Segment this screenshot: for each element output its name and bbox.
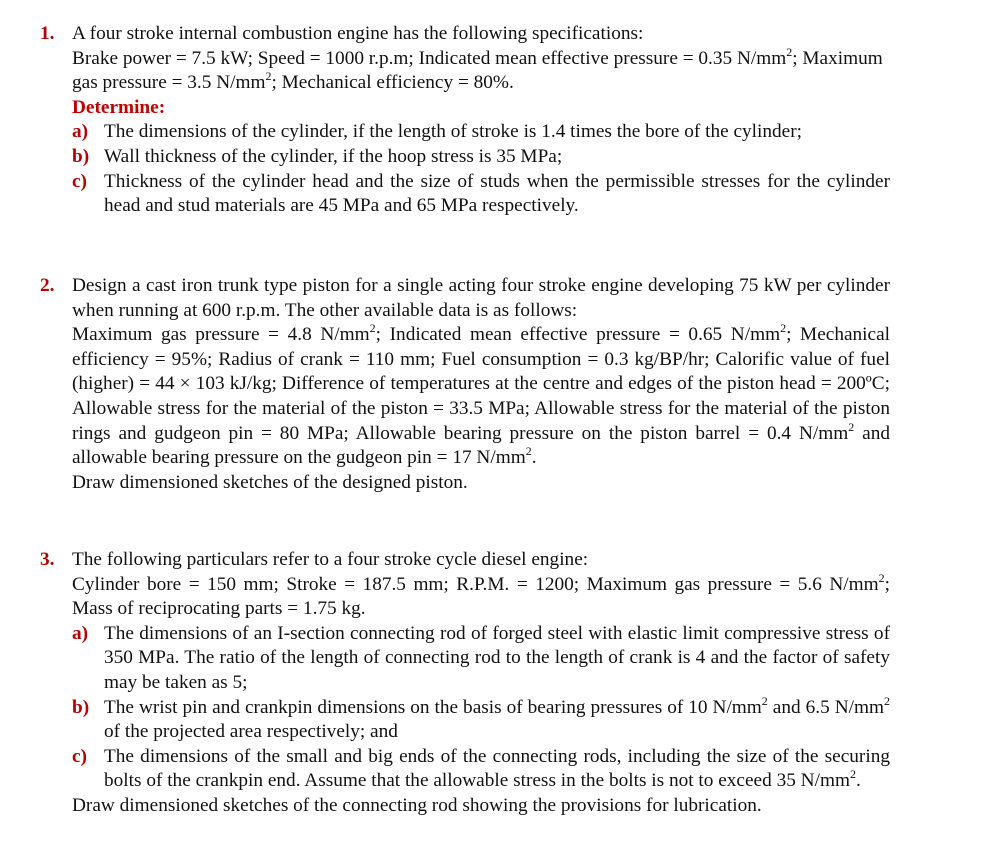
part-text: The dimensions of an I-section connecting rod of forged steel with elastic limit compressive stress of 350 MPa. The ratio of the length of connecting rod to the length of crank is 4 and the factor of safety may be taken as 5; xyxy=(104,622,890,693)
part-label: c) xyxy=(72,745,87,767)
part-c xyxy=(72,170,890,219)
part-text: The dimensions of the cylinder, if the length of stroke is 1.4 times the bore of the cylinder; xyxy=(104,121,803,143)
superscript: 2 xyxy=(780,321,787,336)
problem-intro: A four stroke internal combustion engine has the following specifications: xyxy=(72,23,644,44)
problem-2 xyxy=(40,274,890,495)
problem-3 xyxy=(40,548,890,819)
spec-text: ; Mechanical efficiency = 80%. xyxy=(271,72,514,94)
part-text: and 6.5 N/mm xyxy=(767,696,884,718)
problem-data xyxy=(72,323,890,471)
problem-intro: Design a cast iron trunk type piston for a single acting four stroke engine developing 75 kW per cylinder when running at 600 r.p.m. The other available data is as follows: xyxy=(72,275,890,321)
data-text: ; Indicated mean effective pressure = 0.65 N/mm xyxy=(375,324,781,346)
spec-text: ; Maximum gas pressure = 3.5 N/mm xyxy=(72,47,883,94)
data-text: and allowable bearing pressure on the gudgeon pin = 17 N/mm xyxy=(72,422,890,469)
problem-number: 2. xyxy=(40,275,55,296)
problem-intro: The following particulars refer to a four stroke cycle diesel engine: xyxy=(72,549,589,570)
part-a xyxy=(72,120,890,145)
part-text: The wrist pin and crankpin dimensions on the basis of bearing pressures of 10 N/mm xyxy=(104,696,762,718)
superscript: 2 xyxy=(369,321,376,336)
problem-1 xyxy=(40,22,890,219)
spec-text: Brake power = 7.5 kW; Speed = 1000 r.p.m; Indicated mean effective pressure = 0.35 N/mm xyxy=(72,47,787,69)
superscript: 2 xyxy=(849,767,856,782)
part-text: Thickness of the cylinder head and the size of studs when the permissible stresses for the cylinder head and stud materials are 45 MPa and 65 MPa respectively. xyxy=(104,170,890,217)
problem-closing: Draw dimensioned sketches of the connecting rod showing the provisions for lubrication. xyxy=(72,794,762,816)
problem-closing: Draw dimensioned sketches of the designed piston. xyxy=(72,471,468,493)
data-text: Cylinder bore = 150 mm; Stroke = 187.5 mm; R.P.M. = 1200; Maximum gas pressure = 5.6 N/mm xyxy=(72,573,879,595)
superscript: 2 xyxy=(265,69,272,84)
problem-data xyxy=(72,570,890,622)
superscript: 2 xyxy=(786,44,793,59)
superscript: 2 xyxy=(525,444,532,459)
part-text: Wall thickness of the cylinder, if the hoop stress is 35 MPa; xyxy=(104,145,563,167)
part-label: c) xyxy=(72,170,87,192)
part-label: a) xyxy=(72,121,89,143)
part-b xyxy=(72,693,890,745)
part-b xyxy=(72,145,890,170)
problem-number: 1. xyxy=(40,23,55,44)
problem-specs xyxy=(72,44,890,96)
part-label: b) xyxy=(72,696,90,718)
superscript: 2 xyxy=(883,693,890,708)
part-a xyxy=(72,622,890,696)
superscript: 2 xyxy=(761,693,768,708)
data-text: ; Mass of reciprocating parts = 1.75 kg. xyxy=(72,573,890,620)
part-label: b) xyxy=(72,145,90,167)
superscript: 2 xyxy=(878,570,885,585)
superscript: 2 xyxy=(848,419,855,434)
data-text: . xyxy=(531,447,537,469)
data-text: ; Mechanical efficiency = 95%; Radius of crank = 110 mm; Fuel consumption = 0.3 kg/BP/hr; Calorific value of fuel (higher) = 44 × 103 kJ/kg; Difference of temperatures at the centre and edges of the piston head = 200ºC; Allowable stress for the material of the piston = 33.5 MPa; Allowable stress for the material of the piston rings and gudgeon pin = 80 MPa; Allowable bearing pressure on the piston barrel = 0.4 N/mm xyxy=(72,324,890,444)
data-text: Maximum gas pressure = 4.8 N/mm xyxy=(72,324,370,346)
part-text: The dimensions of the small and big ends of the connecting rods, including the size of the securing bolts of the crankpin end. Assume that the allowable stress in the bolts is not to exceed 35 N/mm xyxy=(104,745,890,792)
problem-number: 3. xyxy=(40,549,55,570)
part-label: a) xyxy=(72,622,89,644)
part-c xyxy=(72,745,890,794)
part-text: of the projected area respectively; and xyxy=(104,721,398,743)
part-text: . xyxy=(855,770,861,792)
determine-heading: Determine: xyxy=(72,96,166,118)
